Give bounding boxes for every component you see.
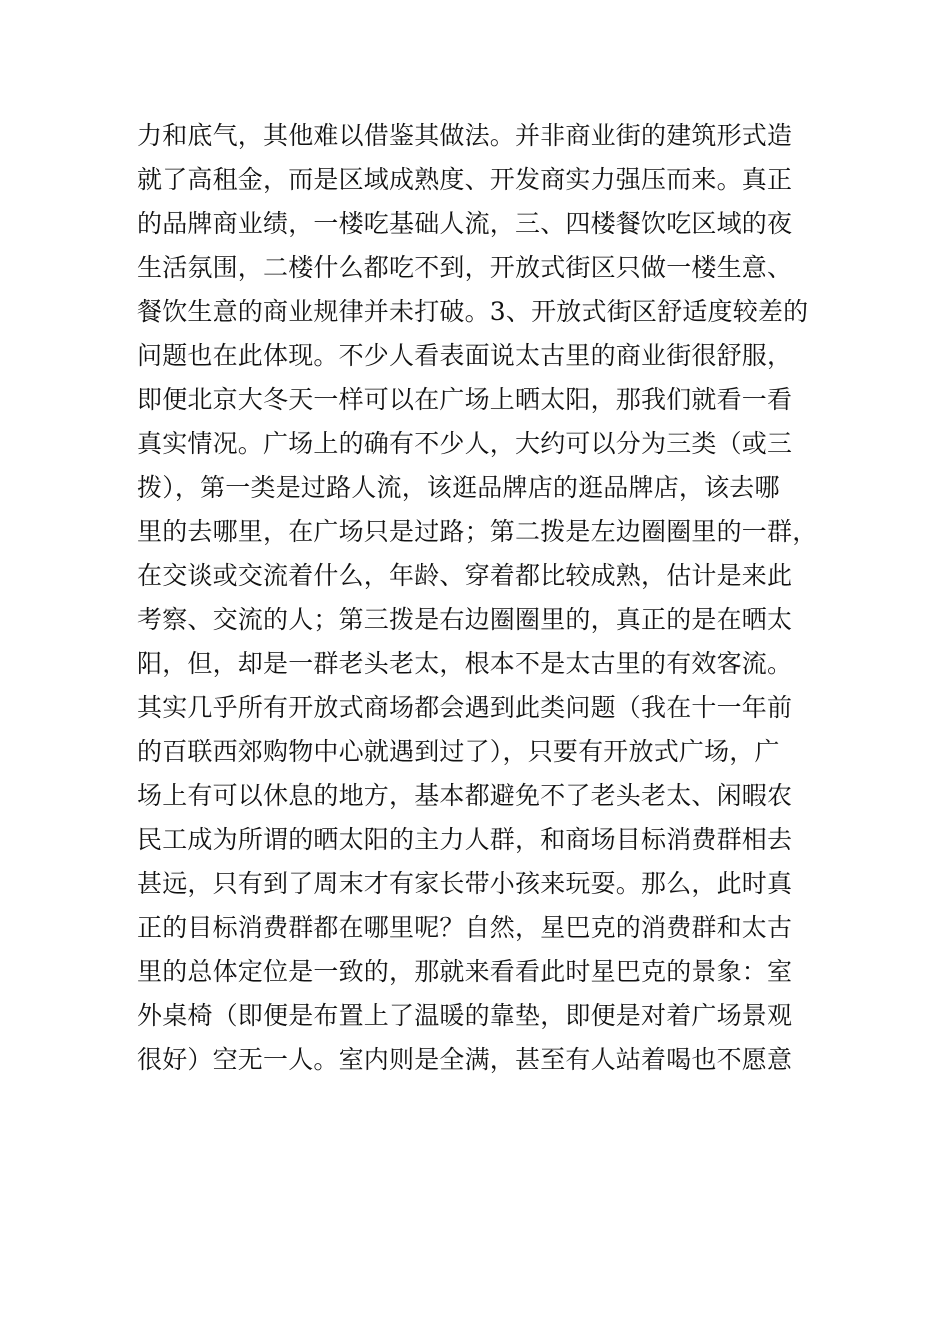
text-line: 正的目标消费群都在哪里呢？自然，星巴克的消费群和太古 xyxy=(137,913,793,942)
body-text xyxy=(137,114,817,1082)
text-line: 在交谈或交流着什么，年龄、穿着都比较成熟，估计是来此 xyxy=(137,561,793,590)
text-line: 考察、交流的人；第三拨是右边圈圈里的，真正的是在晒太 xyxy=(137,605,793,634)
text-line: 里的去哪里，在广场只是过路；第二拨是左边圈圈里的一群， xyxy=(137,517,818,546)
text-line: 拨），第一类是过路人流，该逛品牌店的逛品牌店，该去哪 xyxy=(137,473,780,502)
text-line: 生活氛围，二楼什么都吃不到，开放式街区只做一楼生意、 xyxy=(137,253,793,282)
text-line: 即便北京大冬天一样可以在广场上晒太阳，那我们就看一看 xyxy=(137,385,793,414)
text-line: 真实情况。广场上的确有不少人，大约可以分为三类（或三 xyxy=(137,429,793,458)
text-line: 阳，但，却是一群老头老太，根本不是太古里的有效客流。 xyxy=(137,649,793,678)
text-line: 里的总体定位是一致的，那就来看看此时星巴克的景象：室 xyxy=(137,957,793,986)
text-line: 其实几乎所有开放式商场都会遇到此类问题（我在十一年前 xyxy=(137,693,793,722)
text-line: 很好）空无一人。室内则是全满，甚至有人站着喝也不愿意 xyxy=(137,1045,793,1074)
text-line: 场上有可以休息的地方，基本都避免不了老头老太、闲暇农 xyxy=(137,781,793,810)
text-line: 甚远，只有到了周末才有家长带小孩来玩耍。那么，此时真 xyxy=(137,869,793,898)
text-line: 餐饮生意的商业规律并未打破。3、开放式街区舒适度较差的 xyxy=(137,297,809,326)
text-line: 民工成为所谓的晒太阳的主力人群，和商场目标消费群相去 xyxy=(137,825,793,854)
text-line: 的品牌商业绩，一楼吃基础人流，三、四楼餐饮吃区域的夜 xyxy=(137,209,793,238)
text-line: 就了高租金，而是区域成熟度、开发商实力强压而来。真正 xyxy=(137,165,793,194)
text-line: 力和底气，其他难以借鉴其做法。并非商业街的建筑形式造 xyxy=(137,121,793,150)
text-line: 外桌椅（即便是布置上了温暖的靠垫，即便是对着广场景观 xyxy=(137,1001,793,1030)
text-line: 的百联西郊购物中心就遇到过了），只要有开放式广场，广 xyxy=(137,737,780,766)
text-line: 问题也在此体现。不少人看表面说太古里的商业街很舒服， xyxy=(137,341,793,370)
